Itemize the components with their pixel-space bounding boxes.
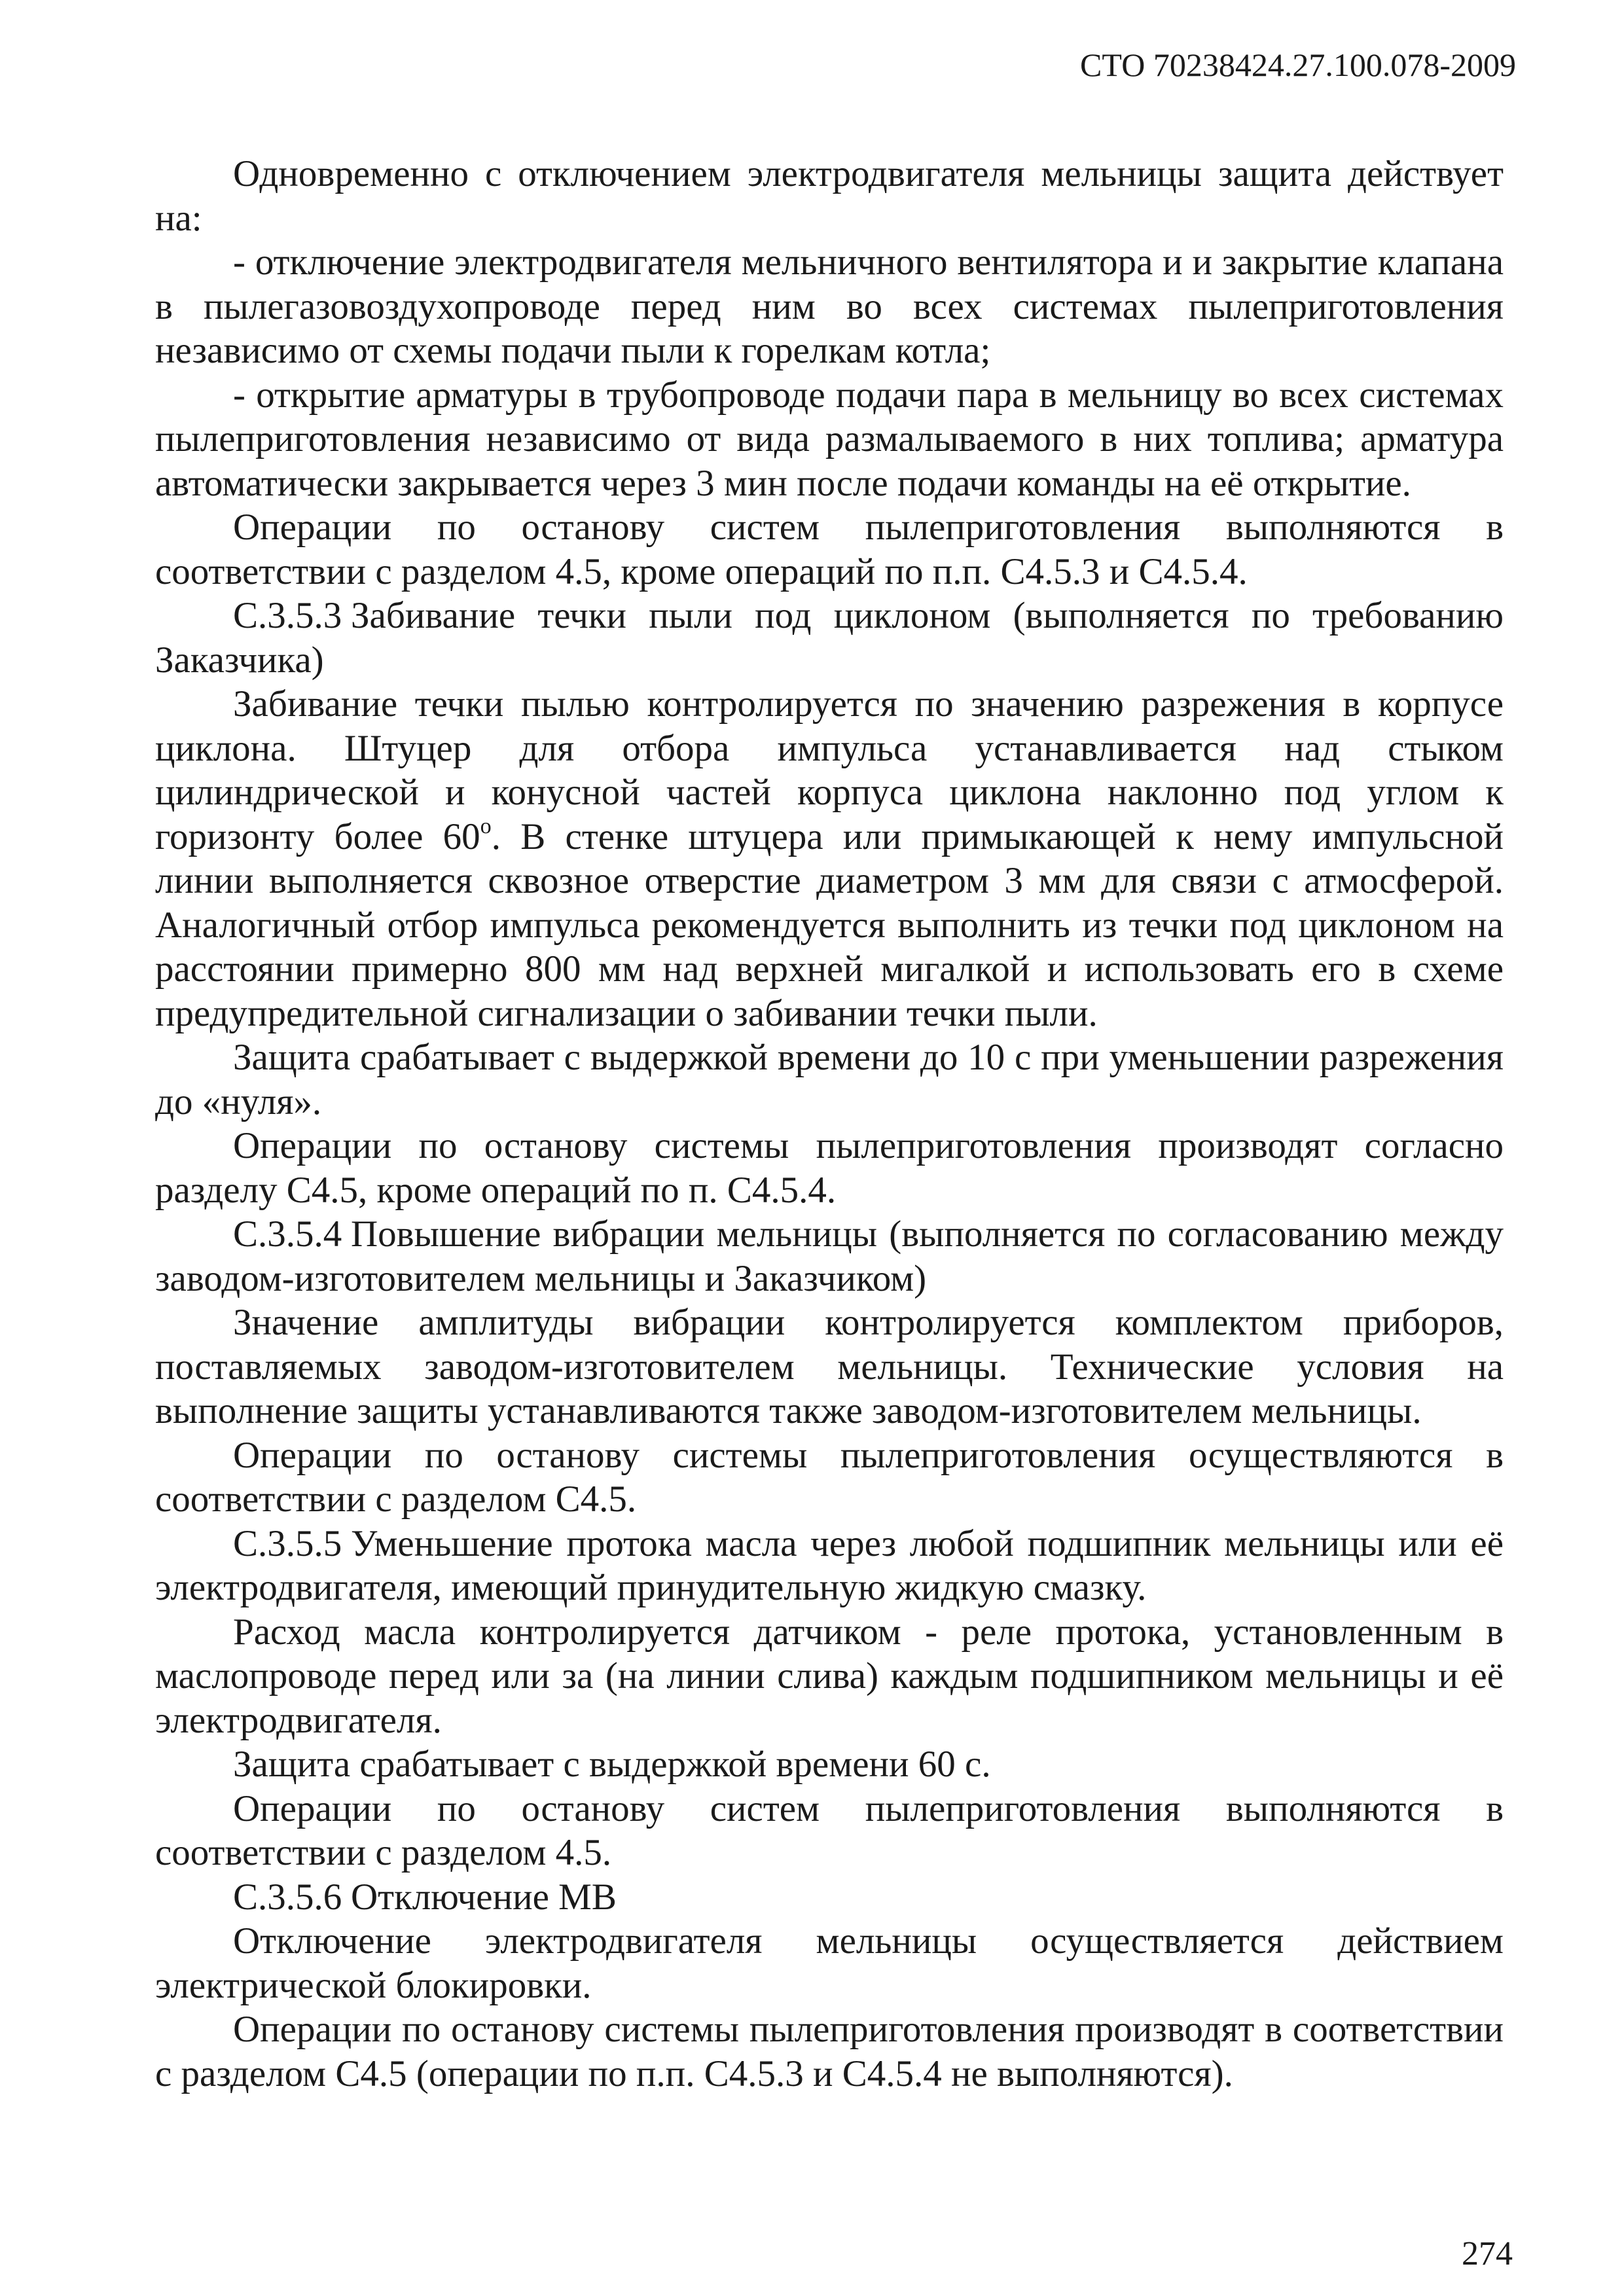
section-heading (155, 1522, 1504, 1610)
degree-superscript: o (480, 814, 492, 838)
document-code-header: СТО 70238424.27.100.078-2009 (1080, 46, 1516, 83)
paragraph: - отключение электродвигателя мельничного вентилятора и и закрытие клапана в пылегазовоздухопроводе перед ним во всех системах пылеприготовления независимо от схемы подачи пыли к горелкам котла; (155, 242, 1504, 371)
paragraph: Одновременно с отключением электродвигателя мельницы защита действует на: (155, 153, 1504, 239)
paragraph: Операции по останову систем пылеприготовления выполняются в соответствии с разделом 4.5, кроме операций по п.п. С4.5.3 и С4.5.4. (155, 507, 1504, 592)
section-title: Отключение МВ (351, 1876, 617, 1918)
section-title: Забивание течки пыли под циклоном (выполняется по требованию Заказчика) (155, 595, 1504, 681)
document-body (155, 152, 1504, 2096)
paragraph: Значение амплитуды вибрации контролируется комплектом приборов, поставляемых заводом-изготовителем мельницы. Технические условия на выполнение защиты устанавливаются также заводом-изготовителем мельницы. (155, 1302, 1504, 1431)
paragraph: Отключение электродвигателя мельницы осуществляется действием электрической блокировки. (155, 1920, 1504, 2006)
paragraph: Защита срабатывает с выдержкой времени до 10 с при уменьшении разрежения до «нуля». (155, 1037, 1504, 1122)
paragraph-text: . В стенке штуцера или примыкающей к нему импульсной линии выполняется сквозное отверстие диаметром 3 мм для связи с атмосферой. Аналогичный отбор импульса рекомендуется выполнить из течки под циклоном на расстоянии примерно 800 мм над верхней мигалкой и использовать его в схеме предупредительной сигнализации о забивании течки пыли. (155, 816, 1504, 1034)
section-number: С.3.5.4 (233, 1213, 342, 1255)
paragraph-text: Забивание течки пылью контролируется по значению разрежения в корпусе циклона. Штуцер для отбора импульса устанавливается над стыком цилиндрической и конусной частей корпуса циклона наклонно под углом к горизонту более 60 (155, 683, 1504, 857)
section-number: С.3.5.6 (233, 1876, 342, 1918)
paragraph: Операции по останову системы пылеприготовления производят в соответствии с разделом С4.5 (операции по п.п. С4.5.3 и С4.5.4 не выполняются). (155, 2009, 1504, 2094)
page-number: 274 (1462, 2235, 1513, 2272)
section-title: Уменьшение протока масла через любой подшипник мельницы или её электродвигателя, имеющий принудительную жидкую смазку. (155, 1522, 1504, 1608)
section-heading (155, 1875, 1504, 1920)
section-heading (155, 1212, 1504, 1300)
paragraph (155, 682, 1504, 1035)
paragraph: Операции по останову системы пылеприготовления осуществляются в соответствии с разделом С4.5. (155, 1434, 1504, 1520)
paragraph: Защита срабатывает с выдержкой времени 60 с. (233, 1744, 991, 1785)
section-number: С.3.5.5 (233, 1522, 342, 1564)
section-title: Повышение вибрации мельницы (выполняется по согласованию между заводом-изготовителем мельницы и Заказчиком) (155, 1213, 1504, 1299)
paragraph: Операции по останову системы пылеприготовления производят согласно разделу С4.5, кроме операций по п. С4.5.4. (155, 1125, 1504, 1211)
paragraph: Расход масла контролируется датчиком - реле протока, установленным в маслопроводе перед или за (на линии слива) каждым подшипником мельницы и её электродвигателя. (155, 1611, 1504, 1741)
paragraph: - открытие арматуры в трубопроводе подачи пара в мельницу во всех системах пылеприготовления независимо от вида размалываемого в них топлива; арматура автоматически закрывается через 3 мин после подачи команды на её открытие. (155, 374, 1504, 504)
section-heading (155, 594, 1504, 682)
paragraph: Операции по останову систем пылеприготовления выполняются в соответствии с разделом 4.5. (155, 1787, 1504, 1873)
section-number: С.3.5.3 (233, 595, 342, 636)
